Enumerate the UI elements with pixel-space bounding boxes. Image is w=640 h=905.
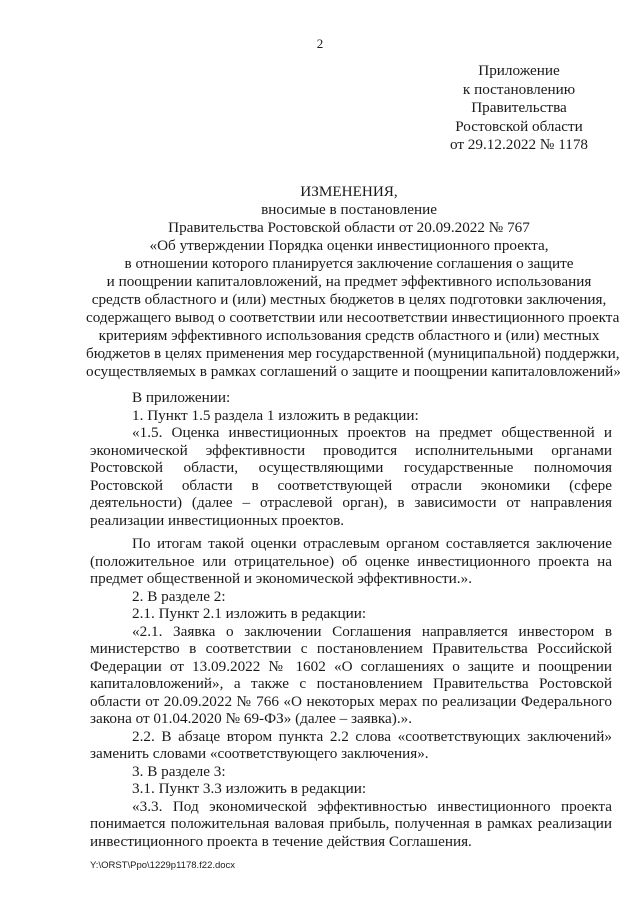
body-paragraph: 2. В разделе 2:	[132, 587, 226, 605]
body-paragraph: «3.3. Под экономической эффективностью инвестиционного проекта понимается положительная валовая прибыль, полученная в рамках реализации инвестиционного проекта в течение действия Соглашения.	[90, 797, 612, 850]
file-path-footer: Y:\ORST\Ppo\1229p1178.f22.docx	[90, 860, 236, 871]
appendix-line: Ростовской области	[455, 117, 583, 135]
appendix-line: от 29.12.2022 № 1178	[449, 136, 589, 153]
title-line: осуществляемых в рамках соглашений о защите и поощрении капиталовложений»	[86, 363, 621, 380]
body-paragraph: 2.1. Пункт 2.1 изложить в редакции:	[132, 605, 367, 622]
appendix-line: Приложение	[478, 62, 560, 79]
title-line: критериям эффективного использования средств областного и (или) местных	[98, 327, 600, 344]
title-line: содержащего вывод о соответствии или несоответствии инвестиционного проекта	[86, 309, 620, 326]
title-line: и поощрении капиталовложений, на предмет эффективного использования	[106, 273, 592, 290]
title-line: Правительства Ростовской области от 20.09.2022 № 767	[168, 219, 530, 236]
title-line: в отношении которого планируется заключение соглашения о защите	[124, 255, 574, 272]
body-paragraph: По итогам такой оценки отраслевым органом составляется заключение (положительное или отрицательное) об оценке инвестиционного проекта на предмет общественной и экономической эффективности.».	[90, 535, 612, 587]
title-line: бюджетов в целях применения мер государственной (муниципальной) поддержки,	[86, 345, 620, 362]
body-paragraph: 2.2. В абзаце втором пункта 2.2 слова «соответствующих заключений» заменить словами «соответствующего заключения».	[90, 727, 612, 762]
document-body	[90, 389, 612, 850]
body-paragraph: 3. В разделе 3:	[132, 762, 226, 780]
title-line: «Об утверждении Порядка оценки инвестиционного проекта,	[149, 237, 549, 254]
title-heading: ИЗМЕНЕНИЯ,	[300, 183, 398, 200]
body-paragraph: 3.1. Пункт 3.3 изложить в редакции:	[132, 780, 367, 797]
appendix-line: Правительства	[471, 99, 567, 116]
body-paragraph: «1.5. Оценка инвестиционных проектов на предмет общественной и экономической эффективности проводится исполнительными органами Ростовской области, осуществляющими государственные полномочия Ростовской области в соответствующей отрасли экономики (сфере деятельности) (далее – отраслевой орган), в зависимости от направления реализации инвестиционных проектов.	[90, 424, 612, 529]
document-title	[86, 183, 621, 381]
body-paragraph: «2.1. Заявка о заключении Соглашения направляется инвестором в министерство в соответствии с постановлением Правительства Российской Федерации от 13.09.2022 № 1602 «О соглашениях о защите и поощрении капиталовложений», а также с постановлением Правительства Ростовской области от 20.09.2022 № 766 «О некоторых мерах по реализации Федерального закона от 01.04.2020 № 69-ФЗ» (далее – заявка).».	[90, 622, 612, 727]
title-line: вносимые в постановление	[261, 201, 437, 218]
page-number: 2	[316, 36, 324, 51]
appendix-block	[430, 62, 608, 155]
appendix-line: к постановлению	[462, 80, 576, 98]
body-paragraph: 1. Пункт 1.5 раздела 1 изложить в редакции:	[132, 406, 419, 424]
title-line: средств областного и (или) местных бюджетов в целях подготовки заключения,	[91, 291, 607, 308]
body-paragraph: В приложении:	[132, 389, 231, 406]
